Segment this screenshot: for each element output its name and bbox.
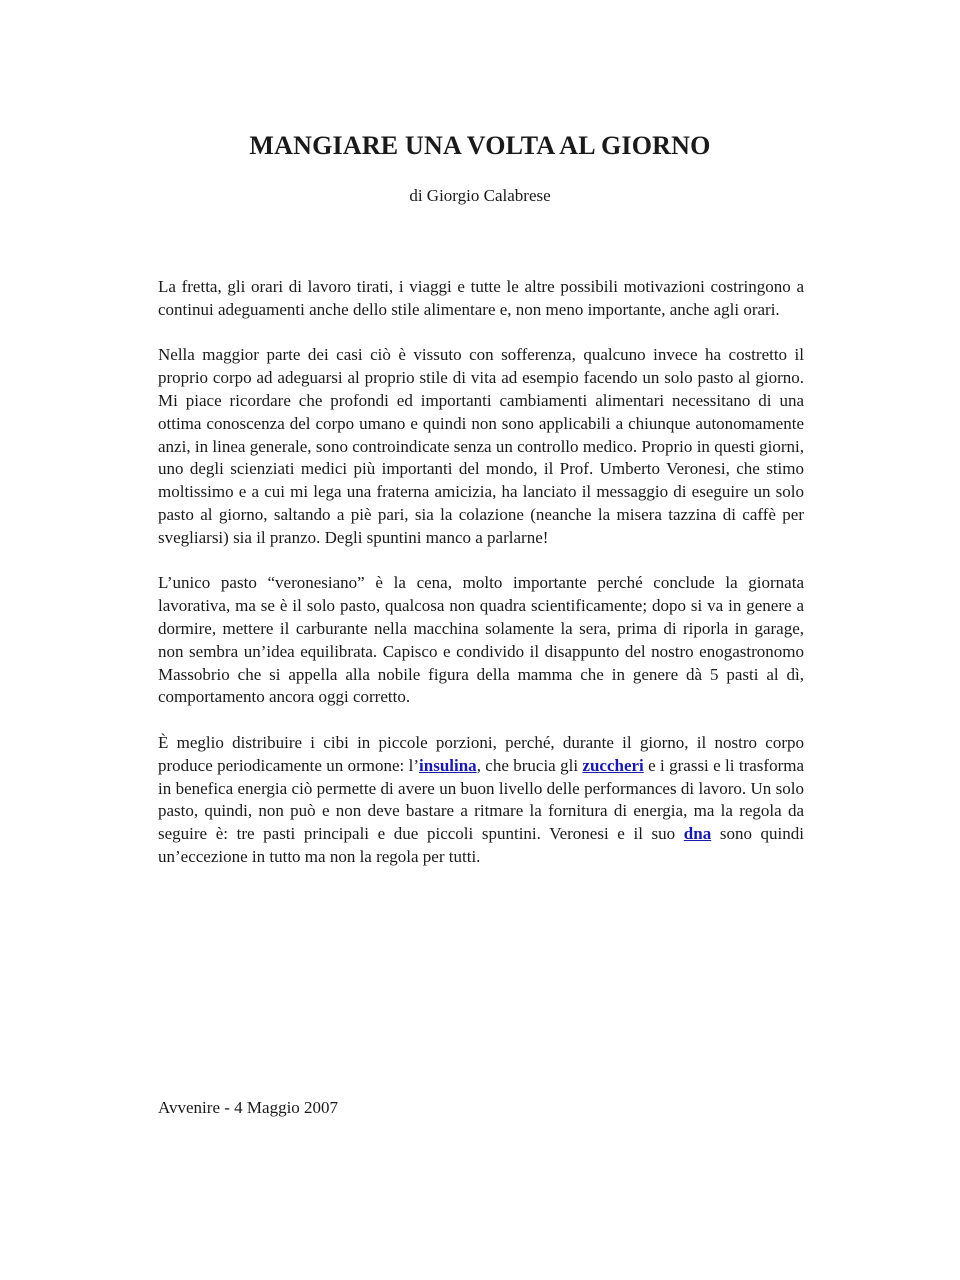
article-author: di Giorgio Calabrese xyxy=(409,186,551,205)
article-title: MANGIARE UNA VOLTA AL GIORNO xyxy=(249,131,711,160)
paragraph-4 xyxy=(158,732,804,869)
paragraph-2: Nella maggior parte dei casi ciò è vissuto con sofferenza, qualcuno invece ha costretto il proprio corpo ad adeguarsi al proprio stile di vita ad esempio facendo un solo pasto al giorno. Mi piace ricordare che profondi ed importanti cambiamenti alimentari necessitano di una ottima conoscenza del corpo umano e quindi non sono applicabili a chiunque autonomamente anzi, in linea generale, sono controindicate senza un controllo medico. Proprio in questi giorni, uno degli scienziati medici più importanti del mondo, il Prof. Umberto Veronesi, che stimo moltissimo e a cui mi lega una fraterna amicizia, ha lanciato il messaggio di eseguire un solo pasto al giorno, saltando a piè pari, sia la colazione (neanche la misera tazzina di caffè per svegliarsi) sia il pranzo. Degli spuntini manco a parlarne! xyxy=(158,345,804,547)
paragraph-4-text-2: , che brucia gli xyxy=(476,755,583,775)
link-dna[interactable]: dna xyxy=(683,824,712,844)
article-body xyxy=(158,276,804,892)
link-insulina[interactable]: insulina xyxy=(419,755,477,775)
paragraph-3: L’unico pasto “veronesiano” è la cena, molto importante perché conclude la giornata lavorativa, ma se è il solo pasto, qualcosa non quadra scientificamente; dopo si va in genere a dormire, mettere il carburante nella macchina solamente la sera, prima di riporla in garage, non sembra un’idea equilibrata. Capisco e condivido il disappunto del nostro enogastronomo Massobrio che si appella alla nobile figura della mamma che in genere dà 5 pasti al dì, comportamento ancora oggi corretto. xyxy=(158,573,804,707)
link-zuccheri[interactable]: zuccheri xyxy=(582,755,644,775)
article-source: Avvenire - 4 Maggio 2007 xyxy=(158,1098,339,1117)
paragraph-1: La fretta, gli orari di lavoro tirati, i viaggi e tutte le altre possibili motivazioni costringono a continui adeguamenti anche dello stile alimentare e, non meno importante, anche agli orari. xyxy=(158,277,804,319)
paragraph-4-text-3: e i grassi e li trasforma in benefica energia ciò permette di avere un buon livello delle performances di lavoro. Un solo pasto, quindi, non può e non deve bastare a ritmare la fornitura di energia, ma la regola da seguire è: tre pasti principali e due piccoli spuntini. Veronesi e il suo xyxy=(158,755,804,844)
paragraph-4-text-1: È meglio distribuire i cibi in piccole porzioni, perché, durante il giorno, il nostro corpo produce periodicamente un ormone: l’ xyxy=(158,732,804,775)
paragraph-4-text-4: sono quindi un’eccezione in tutto ma non la regola per tutti. xyxy=(158,824,805,866)
